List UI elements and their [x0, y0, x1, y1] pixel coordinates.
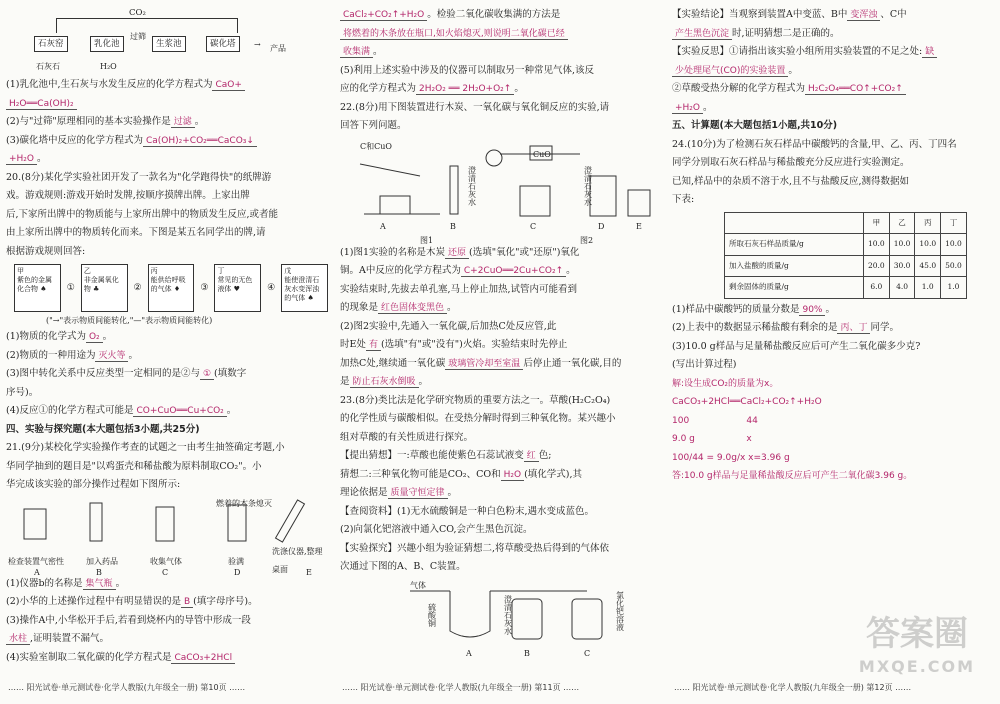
sieve-label: 过筛 — [130, 32, 146, 41]
calc-line-3: 100 44 — [672, 415, 758, 426]
q23-line-2: 的化学性质与碳酸相似。在受热分解时得到三种氧化物。某兴趣小 — [340, 413, 616, 424]
apparatus-letter-b: B — [524, 648, 530, 658]
q24-ans-1: (1)样品中碳酸钙的质量分数是 90% 。 — [672, 303, 835, 315]
q21-line-3: 华完成该实验的部分操作过程如下图所示: — [6, 479, 181, 490]
q21-ans-3: (3)操作A中,小华松开手后,若看到烧杯内的导管中形成一段 — [6, 614, 251, 626]
fig-letter-c: C — [162, 567, 169, 577]
q21-operation-figure — [6, 495, 328, 575]
q20-line-1: 20.(8分)某化学实验社团开发了一款名为"化学跑得快"的纸牌游 — [6, 171, 272, 183]
water-label: H₂O — [100, 62, 117, 71]
q21-cont-4: (5)利用上述实验中涉及的仪器可以制取另一种常见气体,该反 — [340, 64, 594, 76]
q21-ans-1: (1)仪器b的名称是 集气瓶 。 — [6, 577, 126, 589]
process-flow-diagram — [6, 6, 328, 76]
gas-label: 气体 — [410, 580, 426, 590]
card-yi: 乙 非金属氧化物 ♣ — [81, 264, 128, 312]
table-cell: 加入盐酸的质量/g — [725, 255, 864, 277]
letter-e: E — [636, 221, 642, 231]
box-carbonation-tower: 碳化塔 — [206, 36, 240, 52]
q22-ans-7: 加热C处,继续通一氧化碳 玻璃管冷却至室温 后停止通一氧化碳,目的 — [340, 357, 622, 369]
q20-line-4: 由上家所出牌中的物质转化而来。下图是某五名同学出的牌,请 — [6, 227, 266, 238]
apparatus-letter-a: A — [466, 648, 472, 658]
table-header-cell: 甲 — [864, 212, 890, 234]
box-emulsion-tank: 乳化池 — [90, 36, 124, 52]
fig-label-c: 收集气体 — [150, 556, 182, 566]
label-lime-water-1: 澄清石灰水 — [467, 165, 477, 206]
q23-apparatus-figure — [340, 577, 660, 657]
card-note: ("→"表示物质间能转化,"—"表示物质间能转化) — [46, 316, 213, 325]
table-row — [725, 234, 967, 256]
q22-figure — [340, 136, 660, 244]
table-cell: 30.0 — [889, 255, 915, 277]
fig1-caption: 图1 — [420, 235, 434, 245]
box-slurry-tank: 生浆池 — [152, 36, 186, 52]
q20-line-3: 后,下家所出牌中的物质能与上家所出牌中的物质发生反应,或者能 — [6, 208, 279, 220]
q22-ans-3: 实验结束时,先拔去单孔塞,马上停止加热,试管内可能看到 — [340, 283, 578, 295]
lime-water-label: 澄清石灰水 — [503, 594, 513, 635]
q21-cont-2: 将燃着的木条放在瓶口,如火焰熄灭,则说明二氧化碳已经 — [340, 25, 660, 44]
q23-explore-2: 次通过下图的A、B、C装置。 — [340, 561, 466, 572]
q19-line-1: (1)乳化池中,生石灰与水发生反应的化学方程式为 CaO+ — [6, 76, 328, 95]
q21-line-2: 华同学抽到的题目是"以鸡蛋壳和稀盐酸为原料制取CO₂"。小 — [6, 460, 262, 472]
q21-ans-3b: 水柱 ,证明装置不漏气。 — [6, 630, 328, 649]
q22-ans-6: 时E处 有 (选填"有"或"没有")火焰。实验结束时先停止 — [340, 339, 568, 350]
arrow-icon: → — [254, 40, 261, 49]
table-cell: 剩余固体的质量/g — [725, 277, 864, 299]
table-cell: 10.0 — [941, 234, 967, 256]
page-11-column — [340, 6, 660, 666]
data-table — [724, 212, 967, 299]
q21-cont-3: 收集满 。 — [340, 43, 660, 62]
card-row — [14, 264, 328, 312]
q23-conclusion-1: 【实验结论】当观察到装置A中变蓝、B中 变浑浊 、C中 — [672, 9, 907, 20]
q21-cont-5: 应的化学方程式为 2H₂O₂ ══ 2H₂O+O₂↑ 。 — [340, 83, 524, 94]
calc-line-1: 解:设生成CO₂的质量为x。 — [672, 378, 779, 389]
q23-reference-1: 【查阅资料】(1)无水硫酸铜是一种白色粉末,遇水变成蓝色。 — [340, 505, 594, 517]
q20-line-2: 戏。游戏规则:游戏开始时发牌,按顺序摸牌出牌。上家出牌 — [6, 190, 250, 201]
fig2-caption: 图2 — [580, 235, 594, 245]
q22-ans-8: 是 防止石灰水倒吸 。 — [340, 376, 429, 387]
q23-reflect-2: 少处理尾气(CO)的实验装置 。 — [672, 62, 994, 81]
q23-hypothesis-2: 猜想二:三种氧化物可能是CO₂、CO和 H₂O (填化学式),其 — [340, 468, 583, 480]
label-lime-water-2: 澄清石灰水 — [583, 165, 593, 206]
table-header-cell: 乙 — [889, 212, 915, 234]
q20-ans-2: (2)物质的一种用途为 灭火等 。 — [6, 349, 138, 361]
q24-line-4: 下表: — [672, 194, 695, 205]
q20-ans-3b: 序号)。 — [6, 386, 39, 398]
q23-conclusion-2: 产生黑色沉淀 时,证明猜想二是正确的。 — [672, 25, 994, 44]
q24-ans-3: (3)10.0 g样品与足量稀盐酸反应后可产生二氧化碳多少克? — [672, 340, 921, 352]
table-cell: 10.0 — [889, 234, 915, 256]
fig-label-d: 验满 — [228, 556, 244, 566]
calc-line-6: 答:10.0 g样品与足量稀盐酸反应后可产生二氧化碳3.96 g。 — [672, 471, 913, 481]
q24-line-1: 24.(10分)为了检测石灰石样品中碳酸钙的含量,甲、乙、丙、丁四名 — [672, 138, 957, 150]
arrow-3: ③ — [200, 282, 209, 293]
table-header-cell: 丙 — [915, 212, 941, 234]
limestone-label: 石灰石 — [36, 62, 60, 71]
table-cell: 4.0 — [889, 277, 915, 299]
table-row — [725, 255, 967, 277]
co2-label: CO₂ — [129, 8, 146, 18]
fig-letter-a: A — [34, 567, 40, 577]
label-c-cuo: C和CuO — [360, 141, 392, 151]
q23-reference-2: (2)向氯化钯溶液中通入CO,会产生黑色沉淀。 — [340, 524, 533, 535]
q20-line-5: 根据游戏规则回答: — [6, 245, 86, 257]
arrow-1: ① — [66, 282, 75, 293]
pdcl2-label: 氯化钯溶液 — [615, 590, 625, 631]
cuso4-label: 硫酸铜 — [427, 602, 437, 627]
q19-line-2: H₂O══Ca(OH)₂ — [6, 95, 328, 114]
watermark-logo — [842, 612, 992, 692]
table-cell: 45.0 — [915, 255, 941, 277]
table-cell: 6.0 — [864, 277, 890, 299]
table-row — [725, 277, 967, 299]
fig-letter-b: B — [96, 567, 102, 577]
q19-line-4: (3)碳化塔中反应的化学方程式为 Ca(OH)₂+CO₂══CaCO₃↓ — [6, 132, 328, 151]
q21-cont-1: CaCl₂+CO₂↑+H₂O 。检验二氧化碳收集满的方法是 — [340, 6, 660, 25]
q21-ans-4: (4)实验室制取二氧化碳的化学方程式是 CaCO₃+2HCl — [6, 649, 328, 668]
letter-b: B — [450, 221, 456, 231]
apparatus-letter-c: C — [584, 648, 591, 658]
q23-reflect-4: +H₂O 。 — [672, 99, 994, 118]
card-wu: 戊 能使澄清石灰水变浑浊的气体 ♠ — [281, 264, 328, 312]
co2-return-line — [56, 18, 238, 33]
letter-d: D — [598, 221, 605, 231]
table-cell: 50.0 — [941, 255, 967, 277]
table-header-row — [725, 212, 967, 234]
letter-a: A — [380, 221, 386, 231]
q24-line-2: 同学分别取石灰石样品与稀盐酸充分反应进行实验测定。 — [672, 157, 910, 168]
q23-hypothesis-1: 【提出猜想】一:草酸也能使紫色石蕊试液变 红 色; — [340, 450, 552, 461]
q20-ans-3: (3)图中转化关系中反应类型一定相同的是②与 ① (填数字 — [6, 368, 247, 379]
q23-reflect-1: 【实验反思】①请指出该实验小组所用实验装置的不足之处: 缺 — [672, 43, 994, 62]
arrow-4: ④ — [267, 282, 276, 293]
calc-line-4: 9.0 g x — [672, 434, 752, 444]
box-lime-kiln: 石灰窑 — [34, 36, 68, 52]
calc-line-2: CaCO₃+2HCl══CaCl₂+CO₂↑+H₂O — [672, 397, 822, 407]
table-cell: 1.0 — [915, 277, 941, 299]
q24-ans-2: (2)上表中的数据显示稀盐酸有剩余的是 丙、丁 同学。 — [672, 322, 899, 333]
fig-label-b: 加入药品 — [86, 556, 118, 566]
fig-letter-e: E — [306, 567, 312, 577]
q24-line-3: 已知,样品中的杂质不溶于水,且不与盐酸反应,测得数据如 — [672, 175, 910, 187]
q19-line-3: (2)与"过筛"原理相同的基本实验操作是 过滤 。 — [6, 116, 205, 127]
product-label: 产品 — [270, 44, 286, 53]
arrow-2: ② — [133, 282, 142, 293]
q23-hypothesis-3: 理论依据是 质量守恒定律 。 — [340, 487, 458, 498]
footer-page-12: …… 阳光试卷·单元测试卷·化学人教版(九年级全一册) 第12页 …… — [674, 683, 912, 692]
q22-ans-5: (2)图2实验中,先通入一氧化碳,后加热C处反应管,此 — [340, 320, 557, 332]
table-header-cell: 丁 — [941, 212, 967, 234]
q22-line-2: 回答下列问题。 — [340, 120, 407, 131]
section-five-heading: 五、计算题(本大题包括1小题,共10分) — [672, 120, 838, 131]
fig-note-burning-stick: 燃着的木条熄灭 — [216, 498, 272, 508]
table-cell: 所取石灰石样品质量/g — [725, 234, 864, 256]
table-cell: 20.0 — [864, 255, 890, 277]
q24-ans-3b: (写出计算过程) — [672, 359, 737, 370]
q21-line-1: 21.(9分)某校化学实验操作考查的试题之一由考生抽签确定考题,小 — [6, 442, 285, 453]
q23-explore-1: 【实验探究】兴趣小组为验证猜想二,将草酸受热后得到的气体依 — [340, 542, 610, 554]
q23-line-1: 23.(8分)类比法是化学研究物质的重要方法之一。草酸(H₂C₂O₄) — [340, 394, 611, 406]
q20-ans-1: (1)物质的化学式为 O₂ 。 — [6, 331, 113, 342]
calc-line-5: 100/44 = 9.0g/x x=3.96 g — [672, 452, 790, 463]
q23-reflect-3: ②草酸受热分解的化学方程式为 H₂C₂O₄══CO↑+CO₂↑ — [672, 80, 994, 99]
fig-label-a: 检查装置气密性 — [8, 556, 64, 566]
footer-page-10: …… 阳光试卷·单元测试卷·化学人教版(九年级全一册) 第10页 …… — [8, 683, 246, 692]
fig-label-e: 洗涤仪器,整理桌面 — [272, 546, 323, 574]
letter-c: C — [530, 221, 537, 231]
q22-line-1: 22.(8分)用下图装置进行木炭、一氧化碳与氧化铜反应的实验,请 — [340, 101, 610, 113]
page-10-column — [6, 6, 328, 666]
card-jia: 甲 紫色的金属化合物 ♠ — [14, 264, 61, 312]
watermark-url: MXQE.COM — [858, 657, 976, 676]
table-header-cell — [725, 212, 864, 234]
label-cuo: CuO — [533, 149, 551, 159]
footer-page-11: …… 阳光试卷·单元测试卷·化学人教版(九年级全一册) 第11页 …… — [342, 683, 580, 692]
q20-ans-4: (4)反应①的化学方程式可能是 CO+CuO══Cu+CO₂ 。 — [6, 405, 237, 416]
fig-letter-d: D — [234, 567, 241, 577]
watermark-text: 答案圈 — [866, 614, 968, 654]
card-ding: 丁 常见的无色液体 ♥ — [214, 264, 261, 312]
card-bing: 丙 能供给呼吸的气体 ♦ — [148, 264, 195, 312]
table-cell: 1.0 — [941, 277, 967, 299]
q22-ans-4: 的现象是 红色固体变黑色 。 — [340, 302, 457, 313]
table-cell: 10.0 — [864, 234, 890, 256]
page-12-column — [672, 6, 994, 666]
section-four-heading: 四、实验与探究题(本大题包括3小题,共25分) — [6, 423, 200, 435]
q22-ans-1: (1)图1实验的名称是木炭 还原 (选填"氧化"或"还原")氧化 — [340, 246, 580, 258]
q21-ans-2: (2)小华的上述操作过程中有明显错误的是 B (填字母序号)。 — [6, 596, 258, 607]
q22-ans-2: 铜。A中反应的化学方程式为 C+2CuO══2Cu+CO₂↑ 。 — [340, 265, 576, 276]
q23-line-3: 组对草酸的有关性质进行探究。 — [340, 431, 474, 443]
table-cell: 10.0 — [915, 234, 941, 256]
q19-line-5: +H₂O 。 — [6, 150, 328, 169]
